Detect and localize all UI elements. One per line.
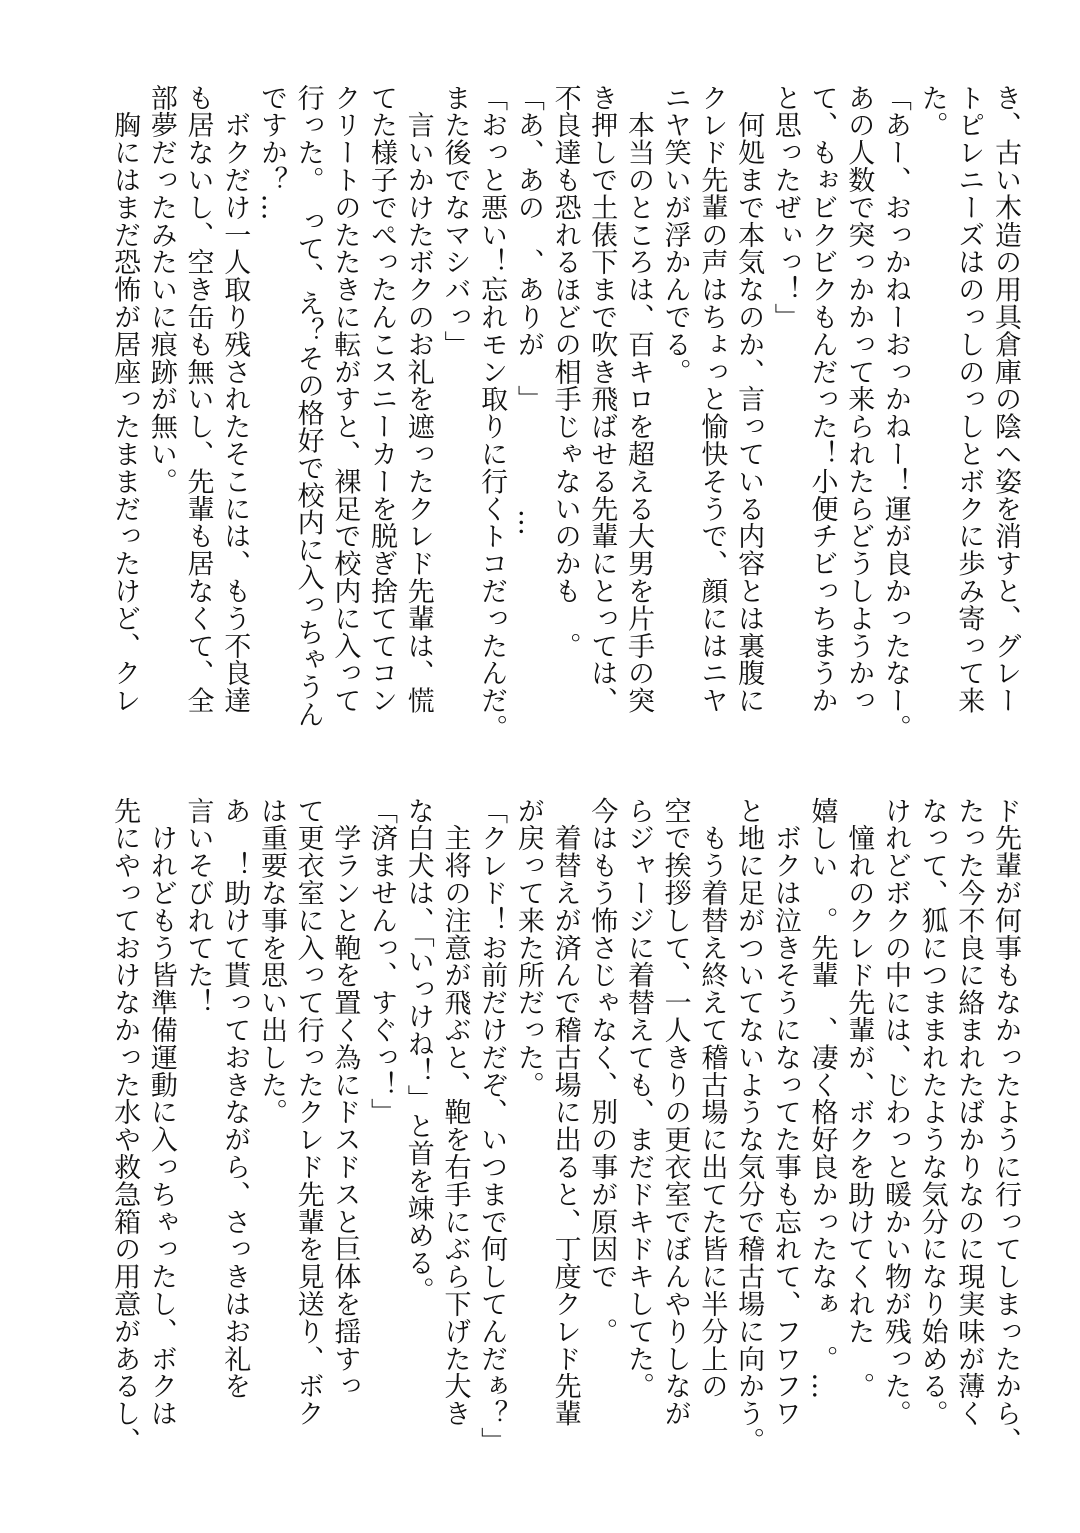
text-column: 言いかけたボクのお礼を遮ったクレド先輩は、慌 [402, 84, 434, 715]
text-column: と思ったぜぃっ！」 [769, 84, 801, 331]
text-column: 「あ、あの 、ありが 」 … [512, 84, 544, 537]
text-column: 「済ませんっ、すぐっ！」 [366, 797, 398, 1126]
text-column: 部夢だったみたいに痕跡が無い。 [145, 84, 177, 495]
text-column: 本当のところは、百キロを超える大男を片手の突 [622, 84, 654, 715]
text-column: 今はもう怖さじゃなく、別の事が原因で 。 [586, 797, 618, 1345]
text-column: らジャージに着替えても、まだドキドキしてた。 [622, 797, 654, 1400]
text-column: 先にやっておけなかった水や救急箱の用意があるし、 [109, 797, 141, 1455]
text-column: もう着替え終えて稽古場に出てた皆に半分上の [696, 797, 728, 1400]
text-column: あの人数で突っかかって来られたらどうしようかっ [843, 84, 875, 715]
text-column: ですか？… [255, 84, 287, 221]
text-column: また後でなマシバっ」 [439, 84, 471, 358]
text-column: トピレニーズはのっしのっしとボクに歩み寄って来 [953, 84, 985, 715]
text-column: て、もぉビクビクもんだった！小便チビっちまうか [806, 84, 838, 715]
text-block-top [103, 84, 1023, 764]
text-column: 「クレド！お前だけだぞ、いつまで何してんだぁ？」 [476, 797, 508, 1455]
text-column: ニヤ笑いが浮かんでる。 [659, 84, 691, 386]
text-column: てた様子でぺったんこスニーカーを脱ぎ捨ててコン [366, 84, 398, 715]
text-column: ド先輩が何事もなかったように行ってしまったから、 [990, 797, 1021, 1455]
text-column: けれどボクの中には、じわっと暖かい物が残った。 [879, 797, 911, 1428]
text-column: て更衣室に入って行ったクレド先輩を見送り、ボク [292, 797, 324, 1428]
text-column: あ ！助けて貰っておきながら、さっきはお礼を [219, 797, 251, 1400]
text-column: たった今不良に絡まれたばかりなのに現実味が薄く [953, 797, 985, 1428]
text-column: な白犬は、「いっけね！」と首を竦める。 [402, 797, 434, 1305]
text-column: ボクは泣きそうになってた事も忘れて、フワフワ [769, 797, 801, 1428]
text-column: は重要な事を思い出した。 [255, 797, 287, 1126]
text-column: 主将の注意が飛ぶと、鞄を右手にぶら下げた大き [439, 797, 471, 1428]
text-column: ボクだけ一人取り残されたそこには、もう不良達 [219, 84, 251, 715]
text-column: 胸にはまだ恐怖が居座ったままだったけど、クレ [109, 84, 141, 715]
text-column: と地に足がついてないような気分で稽古場に向かう。 [733, 797, 765, 1455]
text-column: けれどもう皆準備運動に入っちゃったし、ボクは [145, 797, 177, 1428]
text-column: が戻って来た所だった。 [512, 797, 544, 1099]
text-column: 言いそびれてた！ [182, 797, 214, 1017]
text-block-bottom [103, 797, 1023, 1477]
text-column: 学ランと鞄を置く為にドスドスと巨体を揺すっ [329, 797, 361, 1400]
text-column: クレド先輩の声はちょっと愉快そうで、顔にはニヤ [696, 84, 728, 715]
text-column: 「おっと悪い！忘れモン取りに行くトコだったんだ。 [476, 84, 508, 742]
text-column: 嬉しい 。先輩 、凄く格好良かったなぁ 。… [806, 797, 838, 1400]
text-column: 不良達も恐れるほどの相手じゃないのかも 。 [549, 84, 581, 660]
text-column: 何処まで本気なのか、言っている内容とは裏腹に [733, 84, 765, 715]
text-column: も居ないし、空き缶も無いし、先輩も居なくて、全 [182, 84, 214, 715]
text-column: 「あー、おっかねーおっかねー！運が良かったなー。 [879, 84, 911, 742]
text-column: 憧れのクレド先輩が、ボクを助けてくれた 。 [843, 797, 875, 1400]
text-column: 空で挨拶して、一人きりの更衣室でぼんやりしなが [659, 797, 691, 1428]
text-column: た。 [916, 84, 948, 139]
text-column: 着替えが済んで稽古場に出ると、丁度クレド先輩 [549, 797, 581, 1428]
text-column: き押しで土俵下まで吹き飛ばせる先輩にとっては、 [586, 84, 618, 715]
text-column: なって、狐につままれたような気分になり始める。 [916, 797, 948, 1428]
text-column: 行った。 って、え？その格好で校内に入っちゃうん [292, 84, 324, 729]
text-column: き、古い木造の用具倉庫の陰へ姿を消すと、グレー [990, 84, 1021, 715]
text-column: クリートのたたきに転がすと、裸足で校内に入って [329, 84, 361, 715]
